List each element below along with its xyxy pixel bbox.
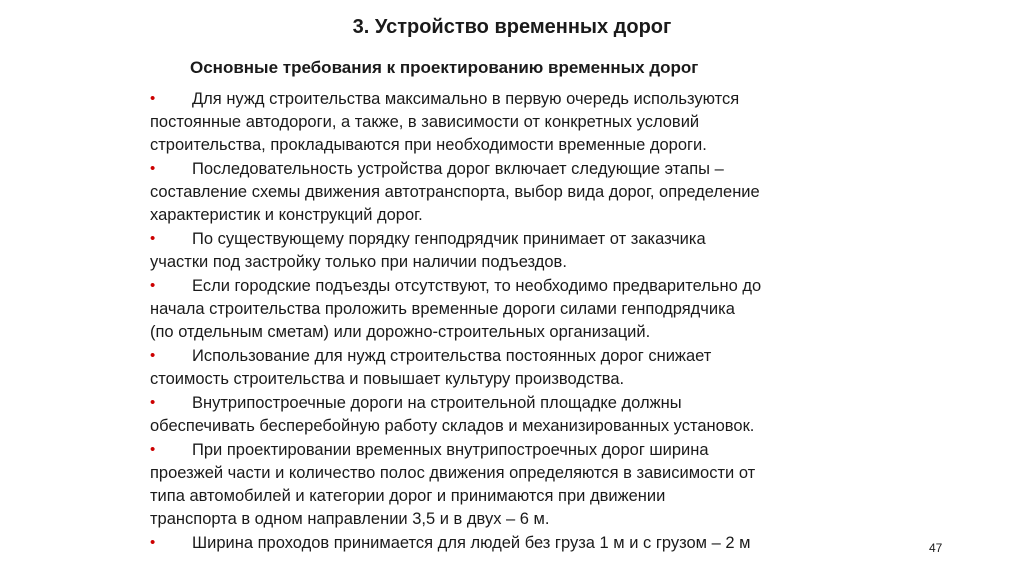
bullet-item [150, 274, 870, 344]
bullet-text: составление схемы движения автотранспорта, выбор вида дорог, определение [150, 183, 760, 201]
bullet-item [150, 344, 870, 391]
bullet-line [150, 321, 870, 344]
bullet-line [150, 134, 870, 157]
bullet-line [150, 415, 870, 438]
bullet-text: характеристик и конструкций дорог. [150, 206, 423, 224]
bullet-text: типа автомобилей и категории дорог и принимаются при движении [150, 487, 666, 505]
bullet-marker: • [150, 160, 156, 177]
bullet-marker: • [150, 441, 156, 458]
slide-subtitle: Основные требования к проектированию временных дорог [190, 58, 699, 77]
bullet-text: Ширина проходов принимается для людей без груза 1 м и с грузом – 2 м [192, 534, 751, 552]
bullet-line [150, 181, 870, 204]
bullet-marker: • [150, 277, 156, 294]
bullet-item [150, 157, 870, 227]
bullet-line [150, 251, 870, 274]
bullet-line [150, 227, 870, 251]
bullet-line [150, 462, 870, 485]
bullet-text: транспорта в одном направлении 3,5 и в двух – 6 м. [150, 510, 550, 528]
bullet-text: постоянные автодороги, а также, в зависимости от конкретных условий [150, 113, 700, 131]
bullet-item [150, 438, 870, 531]
bullet-marker: • [150, 534, 156, 551]
bullet-text: строительства, прокладываются при необходимости временные дороги. [150, 136, 707, 154]
bullet-text: По существующему порядку генподрядчик принимает от заказчика [192, 230, 706, 248]
bullet-text: участки под застройку только при наличии подъездов. [150, 253, 567, 271]
page-number: 47 [929, 541, 943, 555]
bullet-line [150, 344, 870, 368]
bullet-item [150, 391, 870, 438]
slide-title: 3. Устройство временных дорог [352, 16, 672, 38]
bullet-list [150, 87, 870, 555]
bullet-marker: • [150, 230, 156, 247]
bullet-text: начала строительства проложить временные дороги силами генподрядчика [150, 300, 735, 318]
bullet-line [150, 204, 870, 227]
bullet-marker: • [150, 90, 156, 107]
bullet-text: проезжей части и количество полос движения определяются в зависимости от [150, 464, 756, 482]
bullet-line [150, 111, 870, 134]
bullet-text: Использование для нужд строительства постоянных дорог снижает [192, 347, 712, 365]
bullet-line [150, 531, 870, 555]
bullet-text: При проектировании временных внутрипостроечных дорог ширина [192, 441, 709, 459]
bullet-line [150, 391, 870, 415]
bullet-item [150, 87, 870, 157]
bullet-marker: • [150, 394, 156, 411]
bullet-text: обеспечивать бесперебойную работу складов и механизированных установок. [150, 417, 755, 435]
bullet-text: Если городские подъезды отсутствуют, то необходимо предварительно до [192, 277, 762, 295]
bullet-text: Для нужд строительства максимально в первую очередь используются [192, 90, 740, 108]
bullet-line [150, 508, 870, 531]
bullet-text: (по отдельным сметам) или дорожно-строительных организаций. [150, 323, 651, 341]
bullet-item [150, 227, 870, 274]
bullet-text: стоимость строительства и повышает культуру производства. [150, 370, 625, 388]
bullet-marker: • [150, 347, 156, 364]
bullet-text: Внутрипостроечные дороги на строительной площадке должны [192, 394, 682, 412]
bullet-line [150, 438, 870, 462]
bullet-line [150, 87, 870, 111]
bullet-line [150, 368, 870, 391]
bullet-line [150, 157, 870, 181]
bullet-line [150, 298, 870, 321]
bullet-item [150, 531, 870, 555]
bullet-line [150, 274, 870, 298]
bullet-text: Последовательность устройства дорог включает следующие этапы – [192, 160, 724, 178]
bullet-line [150, 485, 870, 508]
